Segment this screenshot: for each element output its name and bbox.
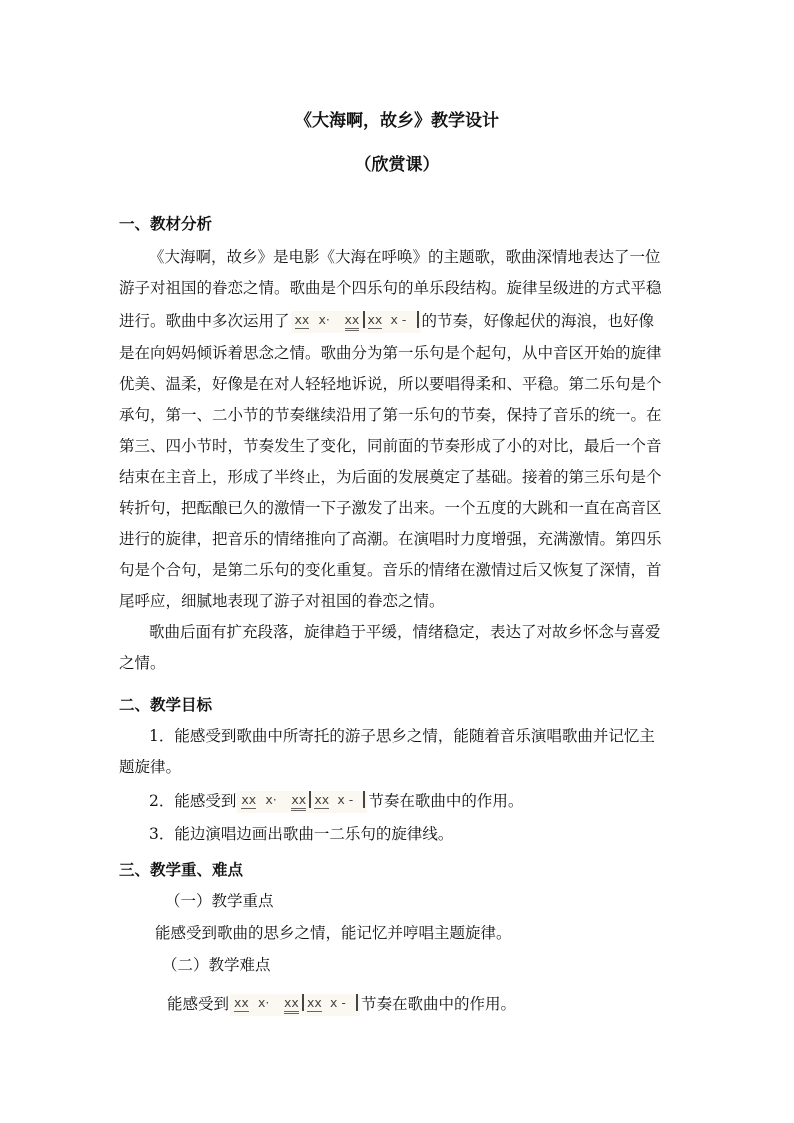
text-line: 游子对祖国的眷恋之情。歌曲是个四乐句的单乐段结构。旋律呈级进的方式平稳 [119, 279, 662, 297]
text-line: 《大海啊，故乡》是电影《大海在呼唤》的主题歌，歌曲深情地表达了一位 [149, 248, 661, 266]
goal-item-continuation: 题旋律。 [119, 758, 182, 776]
text-line: 结束在主音上，形成了半终止，为后面的发展奠定了基础。接着的第三乐句是个 [119, 468, 662, 486]
rhythm-note: xx [241, 792, 257, 807]
rhythm-note: xx [234, 995, 249, 1010]
rhythm-notation [230, 994, 360, 1016]
text-line: 是在向妈妈倾诉着思念之情。歌曲分为第一乐句是个起句，从中音区开始的旋律 [119, 344, 662, 362]
rhythm-note: x - [330, 995, 346, 1010]
goals-list [119, 721, 679, 850]
analysis-paragraph [119, 242, 679, 679]
subheading-key-point: （一）教学重点 [165, 892, 274, 910]
barline [302, 994, 304, 1011]
text-line: 优美、温柔，好像是在对人轻轻地诉说，所以要唱得柔和、平稳。第二乐句是个 [119, 375, 662, 393]
rhythm-note: x - [390, 312, 407, 327]
text-fragment: 的节奏，好像起伏的海浪，也好像 [421, 312, 655, 330]
rhythm-note: x - [337, 792, 354, 807]
text-fragment: 进行。歌曲中多次运用了 [119, 312, 290, 330]
barline [356, 994, 358, 1011]
barline [363, 791, 365, 808]
document-subtitle: （欣赏课） [354, 155, 440, 175]
difficulty-text [167, 986, 516, 1022]
text-line: 转折句，把酝酿已久的激情一下子激发了出来。一个五度的大跳和一直在高音区 [119, 499, 662, 517]
text-line: 进行的旋律，把音乐的情绪推向了高潮。在演唱时力度增强，充满激情。第四乐 [119, 530, 662, 548]
text-line: 承句，第一、二小节的节奏继续沿用了第一乐句的节奏，保持了音乐的统一。在 [119, 406, 662, 424]
text-line: 第三、四小节时，节奏发生了变化，同前面的节奏形成了小的对比，最后一个音 [119, 437, 662, 455]
barline [417, 311, 419, 328]
section-heading-analysis: 一、教材分析 [119, 214, 213, 233]
text-fragment: 节奏在歌曲中的作用。 [368, 792, 524, 810]
text-line: 歌曲后面有扩充段落，旋律趋于平缓，情绪稳定，表达了对故乡怀念与喜爱 [149, 623, 661, 641]
rhythm-note: x· [258, 995, 270, 1010]
rhythm-note: xx [294, 312, 310, 327]
rhythm-notation [291, 311, 421, 333]
section-heading-key-points: 三、教学重、难点 [119, 860, 244, 879]
text-fragment: 能感受到 [167, 995, 230, 1013]
rhythm-notation [237, 791, 367, 813]
key-point-text: 能感受到歌曲的思乡之情，能记忆并哼唱主题旋律。 [155, 924, 512, 942]
rhythm-note: xx [291, 792, 306, 811]
rhythm-note: xx [307, 995, 322, 1010]
text-line: 尾呼应，细腻地表现了游子对祖国的眷恋之情。 [119, 592, 445, 610]
rhythm-note: xx [345, 312, 360, 331]
rhythm-note: xx [284, 995, 299, 1014]
section-heading-goals: 二、教学目标 [119, 695, 213, 714]
rhythm-note: xx [367, 312, 383, 327]
text-fragment: 2．能感受到 [149, 792, 237, 810]
goal-item: 1．能感受到歌曲中所寄托的游子思乡之情，能随着音乐演唱歌曲并记忆主 [149, 727, 655, 745]
goal-item-with-rhythm [119, 783, 679, 819]
text-line: 句是个合句，是第二乐句的变化重复。音乐的情绪在激情过后又恢复了深情，首 [119, 561, 662, 579]
goal-item: 3．能边演唱边画出歌曲一二乐句的旋律线。 [149, 825, 454, 843]
subheading-difficulty: （二）教学难点 [162, 956, 271, 974]
rhythm-note: xx [314, 792, 330, 807]
document-title: 《大海啊，故乡》教学设计 [295, 111, 499, 131]
barline [363, 311, 365, 328]
rhythm-note: x· [265, 792, 277, 807]
text-line-with-rhythm [119, 304, 679, 338]
text-line: 之情。 [119, 654, 166, 672]
text-fragment: 节奏在歌曲中的作用。 [361, 995, 517, 1013]
rhythm-note: x· [318, 312, 330, 327]
barline [309, 791, 311, 808]
